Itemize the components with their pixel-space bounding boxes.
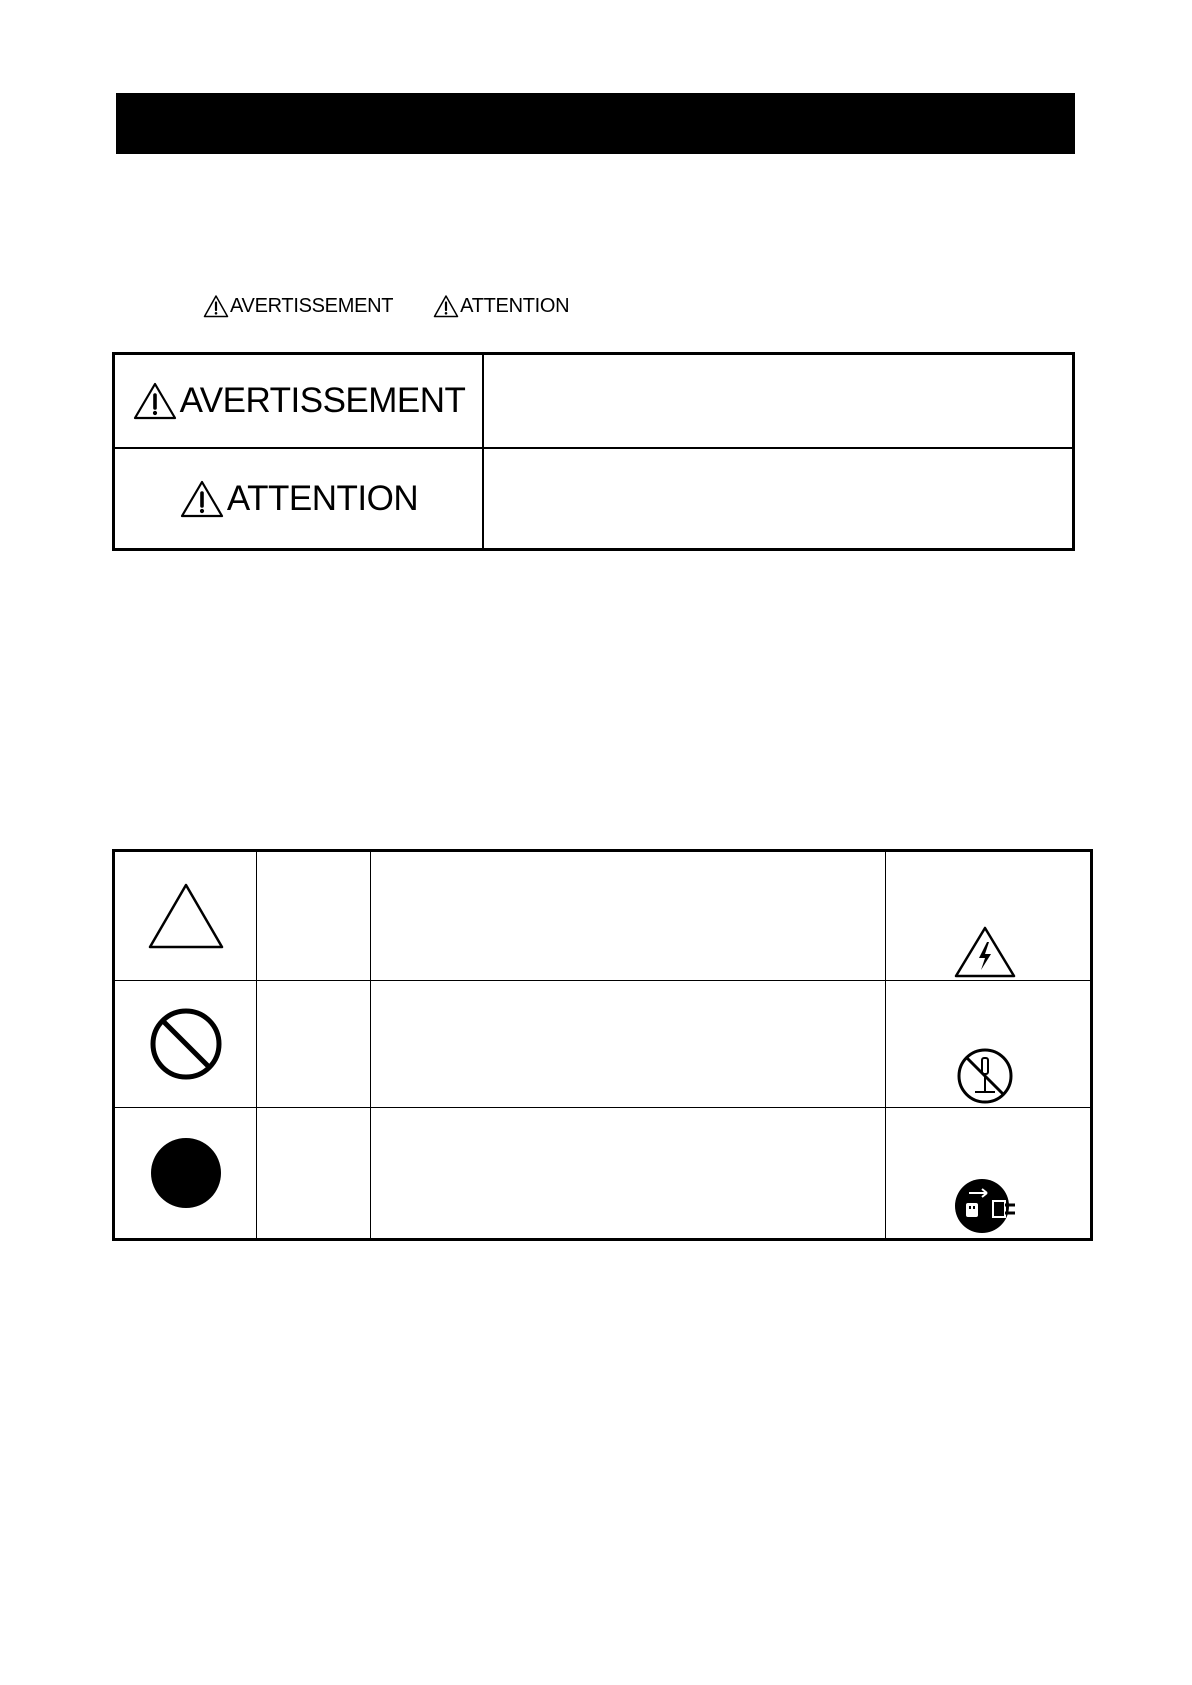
signal-word-caution (179, 479, 418, 519)
symbol-example-cell (886, 981, 1090, 1107)
intro-warning-text: AVERTISSEMENT (230, 294, 394, 317)
signal-word-label: AVERTISSEMENT (179, 381, 466, 420)
filled-circle-icon (149, 1136, 223, 1210)
symbol-cell (115, 1108, 257, 1238)
electric-shock-icon (953, 925, 1017, 979)
warning-triangle-icon (132, 381, 178, 421)
signal-word-table (112, 352, 1075, 551)
hollow-triangle-icon (147, 882, 225, 950)
signal-word-warning (132, 381, 466, 421)
signal-description-cell (484, 449, 1072, 548)
warning-triangle-icon (179, 479, 225, 519)
symbol-meaning-cell (371, 1108, 886, 1238)
symbol-name-cell (257, 852, 371, 980)
symbol-name-cell (257, 1108, 371, 1238)
intro-warning-label (203, 294, 393, 318)
intro-caution-label (433, 294, 569, 318)
symbol-example-cell (886, 1108, 1090, 1238)
symbol-row-caution (115, 852, 1090, 981)
prohibition-circle-icon (149, 1007, 223, 1081)
signal-row-warning (115, 355, 1072, 449)
intro-caution-text: ATTENTION (460, 294, 570, 317)
signal-row-caution (115, 449, 1072, 548)
symbol-row-mandatory (115, 1108, 1090, 1238)
signal-word-cell (115, 355, 484, 447)
symbol-meaning-cell (371, 981, 886, 1107)
signal-word-cell (115, 449, 484, 548)
symbol-example-cell (886, 852, 1090, 980)
symbol-name-cell (257, 981, 371, 1107)
signal-description-cell (484, 355, 1072, 447)
symbol-cell (115, 981, 257, 1107)
symbol-row-prohibition (115, 981, 1090, 1108)
symbol-table (112, 849, 1093, 1241)
unplug-icon (953, 1175, 1017, 1237)
symbol-meaning-cell (371, 852, 886, 980)
no-disassembly-icon (955, 1046, 1015, 1106)
warning-triangle-icon (433, 294, 459, 318)
warning-triangle-icon (203, 294, 229, 318)
section-header-bar (116, 93, 1075, 154)
intro-line (203, 292, 569, 320)
signal-word-label: ATTENTION (226, 478, 419, 518)
symbol-cell (115, 852, 257, 980)
